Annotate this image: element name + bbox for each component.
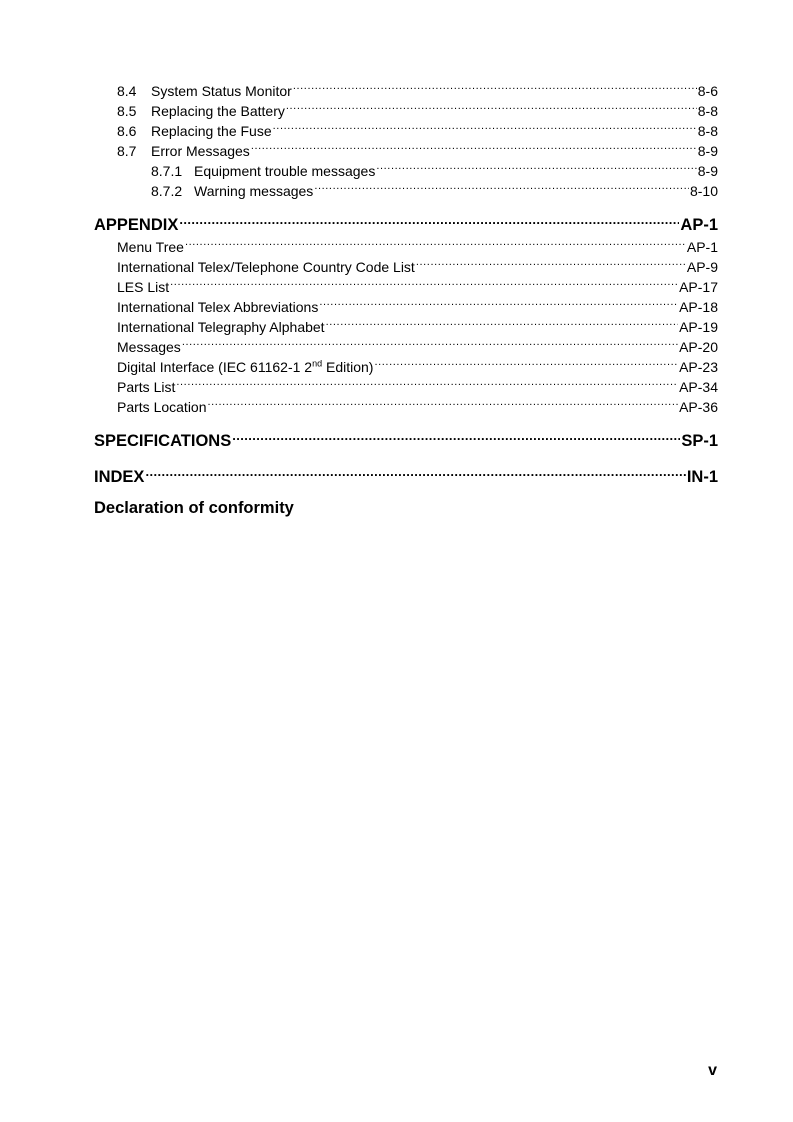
toc-appendix-item-parts-location[interactable] xyxy=(117,392,718,415)
title-text-post: Edition) xyxy=(322,359,374,375)
toc-entry-page: AP-17 xyxy=(679,279,718,295)
toc-section-page: IN-1 xyxy=(686,468,718,486)
toc-entry-page: AP-1 xyxy=(686,239,718,255)
toc-entry-title: Error Messages xyxy=(151,143,250,159)
toc-entry-number: 8.7.1 xyxy=(151,163,183,179)
page-number: v xyxy=(708,1062,717,1079)
toc-entry-number: 8.7 xyxy=(117,143,137,159)
toc-entry-title: Parts List xyxy=(117,379,176,395)
dot-leader xyxy=(416,252,686,272)
dot-leader xyxy=(273,116,697,136)
toc-appendix-item-telegraphy-alphabet[interactable] xyxy=(117,312,718,335)
toc-index-heading[interactable] xyxy=(94,462,718,484)
toc-entry-title: Replacing the Fuse xyxy=(151,123,272,139)
dot-leader xyxy=(319,292,678,312)
toc-entry-title: System Status Monitor xyxy=(151,83,292,99)
toc-appendix-item-telex-abbrev[interactable] xyxy=(117,292,718,315)
toc-entry-title: Replacing the Battery xyxy=(151,103,285,119)
title-text-pre: Digital Interface (IEC 61162-1 2 xyxy=(117,359,313,375)
toc-entry-page: 8-6 xyxy=(697,83,718,99)
toc-entry-title: Messages xyxy=(117,339,181,355)
dot-leader xyxy=(185,232,686,252)
toc-specifications-heading[interactable] xyxy=(94,426,718,448)
toc-section-title: APPENDIX xyxy=(94,216,179,234)
toc-entry-page: 8-9 xyxy=(697,163,718,179)
toc-entry-number: 8.7.2 xyxy=(151,183,183,199)
toc-entry-8-6[interactable] xyxy=(117,116,718,139)
dot-leader xyxy=(293,76,697,96)
toc-appendix-heading[interactable] xyxy=(94,210,718,232)
toc-entry-title: Menu Tree xyxy=(117,239,184,255)
toc-entry-number: 8.6 xyxy=(117,123,137,139)
toc-appendix-item-les-list[interactable] xyxy=(117,272,718,295)
dot-leader xyxy=(182,332,678,352)
toc-entry-page: 8-9 xyxy=(697,143,718,159)
toc-entry-8-7-1[interactable] xyxy=(151,156,718,179)
toc-entry-8-7[interactable] xyxy=(117,136,718,159)
toc-entry-page: AP-34 xyxy=(679,379,718,395)
dot-leader xyxy=(176,372,678,392)
dot-leader xyxy=(376,156,696,176)
title-superscript: nd xyxy=(312,358,323,369)
toc-entry-page: 8-8 xyxy=(697,103,718,119)
toc-appendix-item-digital-interface[interactable] xyxy=(117,352,718,375)
toc-entry-number: 8.4 xyxy=(117,83,137,99)
toc-entry-title: International Telegraphy Alphabet xyxy=(117,319,325,335)
toc-entry-page: 8-10 xyxy=(689,183,718,199)
dot-leader xyxy=(208,392,679,412)
dot-leader xyxy=(232,426,680,446)
toc-entry-page: AP-20 xyxy=(679,339,718,355)
toc-appendix-item-country-code[interactable] xyxy=(117,252,718,275)
toc-entry-title: Parts Location xyxy=(117,399,207,415)
toc-section-page: AP-1 xyxy=(680,216,718,234)
dot-leader xyxy=(251,136,697,156)
toc-entry-8-5[interactable] xyxy=(117,96,718,119)
toc-section-page: SP-1 xyxy=(681,432,718,450)
toc-entry-title: International Telex/Telephone Country Code List xyxy=(117,259,415,275)
toc-appendix-item-parts-list[interactable] xyxy=(117,372,718,395)
toc-section-title: INDEX xyxy=(94,468,145,486)
toc-entry-8-7-2[interactable] xyxy=(151,176,718,199)
dot-leader xyxy=(314,176,689,196)
dot-leader xyxy=(286,96,697,116)
toc-declaration-heading[interactable]: Declaration of conformity xyxy=(94,499,294,517)
toc-entry-title: Equipment trouble messages xyxy=(194,163,376,179)
toc-appendix-item-messages[interactable] xyxy=(117,332,718,355)
toc-entry-page: AP-9 xyxy=(686,259,718,275)
toc-entry-page: AP-18 xyxy=(679,299,718,315)
toc-entry-title: LES List xyxy=(117,279,170,295)
dot-leader xyxy=(374,352,678,372)
toc-entry-title: International Telex Abbreviations xyxy=(117,299,319,315)
toc-entry-title: Warning messages xyxy=(194,183,314,199)
dot-leader xyxy=(170,272,678,292)
dot-leader xyxy=(179,210,679,230)
toc-entry-8-4[interactable] xyxy=(117,76,718,99)
toc-appendix-item-menu-tree[interactable] xyxy=(117,232,718,255)
toc-section-title: SPECIFICATIONS xyxy=(94,432,232,450)
toc-entry-page: AP-36 xyxy=(679,399,718,415)
dot-leader xyxy=(326,312,679,332)
toc-entry-page: AP-19 xyxy=(679,319,718,335)
toc-entry-page: AP-23 xyxy=(679,359,718,375)
toc-entry-page: 8-8 xyxy=(697,123,718,139)
toc-entry-number: 8.5 xyxy=(117,103,137,119)
dot-leader xyxy=(145,462,685,482)
